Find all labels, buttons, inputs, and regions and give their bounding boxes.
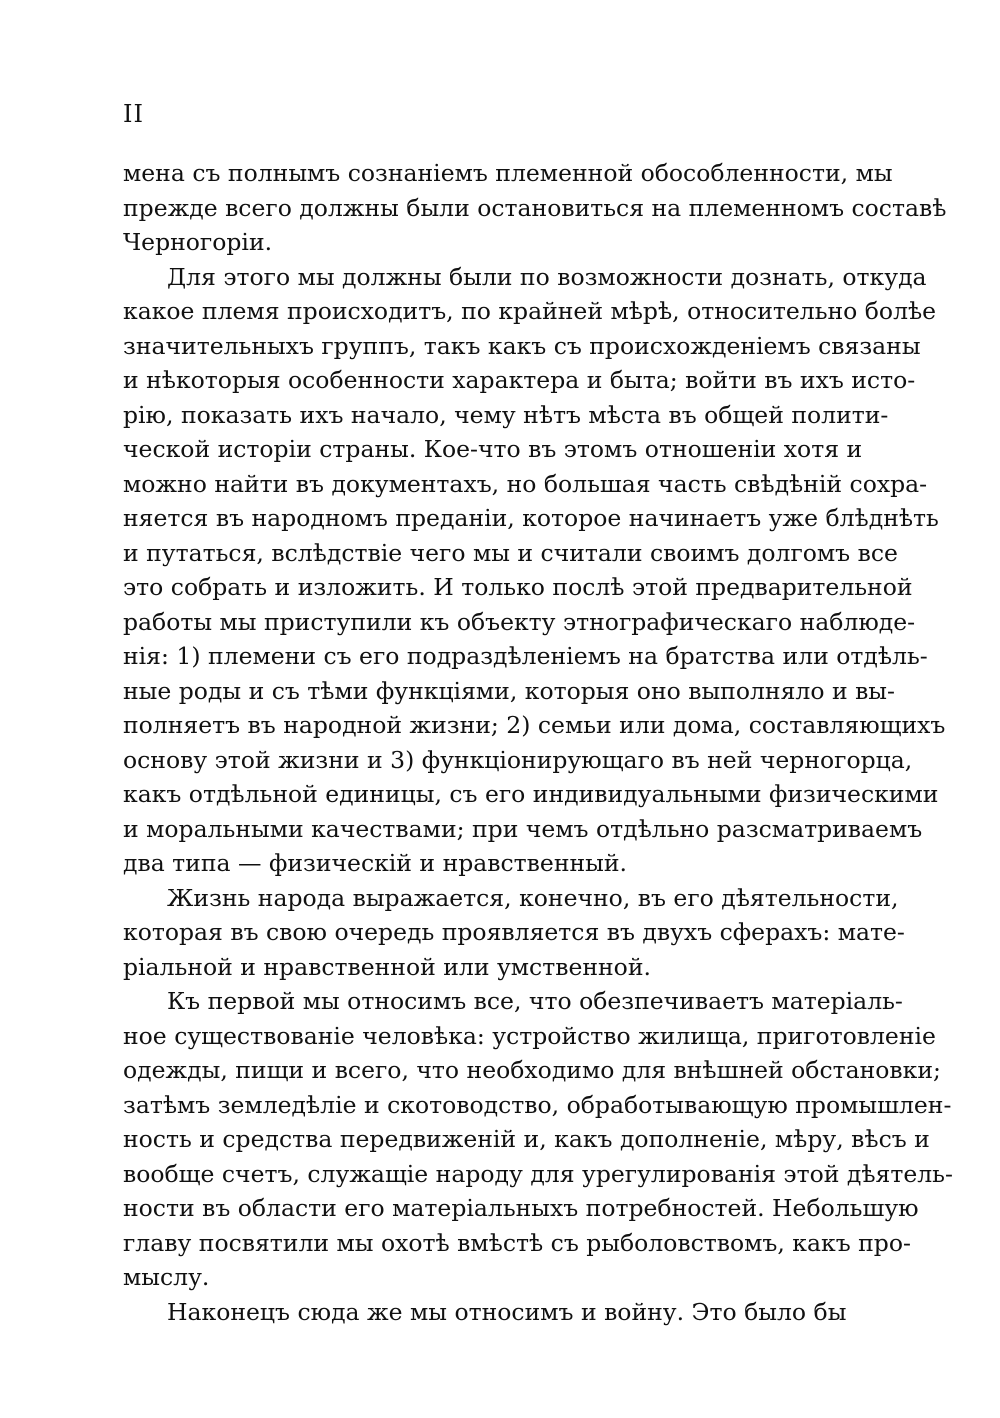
page-number: II <box>123 100 144 128</box>
paragraph-start-line: Наконецъ сюда же мы относимъ и войну. Это было бы <box>167 1297 847 1326</box>
text-line: мена съ полнымъ сознаніемъ племенной обособленности, мы <box>123 159 893 187</box>
text-line: вообще счетъ, служащіе народу для урегулированія этой дѣятель- <box>123 1159 953 1188</box>
text-line: какое племя происходитъ, по крайней мѣрѣ, относительно болѣе <box>123 297 937 325</box>
text-line: работы мы приступили къ объекту этнографическаго наблюде- <box>123 607 916 636</box>
text-line: затѣмъ земледѣліе и скотоводство, обработывающую промышлен- <box>123 1090 952 1119</box>
text-line: прежде всего должны были остановиться на племенномъ составѣ <box>123 193 947 222</box>
text-line: ные роды и съ тѣми функціями, которыя оно выполняло и вы- <box>123 676 895 705</box>
text-line: два типа — физическій и нравственный. <box>123 849 627 877</box>
text-line: и нѣкоторыя особенности характера и быта; войти въ ихъ исто- <box>123 366 916 394</box>
text-line: основу этой жизни и 3) функціонирующаго въ ней черногорца, <box>123 745 913 774</box>
text-line: Черногоріи. <box>123 228 273 256</box>
text-line: это собрать и изложить. И только послѣ этой предварительной <box>123 573 913 601</box>
body-text <box>123 156 953 1329</box>
text-line: которая въ свою очередь проявляется въ двухъ сферахъ: мате- <box>123 918 905 946</box>
text-line: нія: 1) племени съ его подраздѣленіемъ на братства или отдѣль- <box>123 642 928 670</box>
text-line: ность и средства передвиженій и, какъ дополненіе, мѣру, вѣсъ и <box>123 1125 930 1153</box>
text-line: ріальной и нравственной или умственной. <box>123 952 651 981</box>
text-line: ное существованіе человѣка: устройство жилища, приготовленіе <box>123 1021 936 1050</box>
text-line: одежды, пищи и всего, что необходимо для внѣшней обстановки; <box>123 1056 941 1084</box>
text-line: няется въ народномъ преданіи, которое начинаетъ уже блѣднѣть <box>123 504 939 532</box>
text-line: рію, показать ихъ начало, чему нѣтъ мѣста въ общей полити- <box>123 400 889 429</box>
text-line: какъ отдѣльной единицы, съ его индивидуальными физическими <box>123 780 939 808</box>
paragraph-start-line: Для этого мы должны были по возможности дознать, откуда <box>167 262 927 291</box>
paragraph-start-line: Къ первой мы относимъ все, что обезпечиваетъ матеріаль- <box>167 987 903 1015</box>
text-line: и моральными качествами; при чемъ отдѣльно разсматриваемъ <box>123 814 923 843</box>
text-line: значительныхъ группъ, такъ какъ съ происхожденіемъ связаны <box>123 331 921 360</box>
text-line: мыслу. <box>123 1263 210 1291</box>
text-line: полняетъ въ народной жизни; 2) семьи или дома, составляющихъ <box>123 711 946 739</box>
text-line: ческой исторіи страны. Кое-что въ этомъ отношеніи хотя и <box>123 435 863 463</box>
text-line: и путаться, вслѣдствіе чего мы и считали своимъ долгомъ все <box>123 538 898 567</box>
text-line: можно найти въ документахъ, но большая часть свѣдѣній сохра- <box>123 469 928 498</box>
paragraph-start-line: Жизнь народа выражается, конечно, въ его дѣятельности, <box>167 883 899 912</box>
text-line: ности въ области его матеріальныхъ потребностей. Небольшую <box>123 1194 919 1222</box>
text-line: главу посвятили мы охотѣ вмѣстѣ съ рыболовствомъ, какъ про- <box>123 1228 911 1257</box>
